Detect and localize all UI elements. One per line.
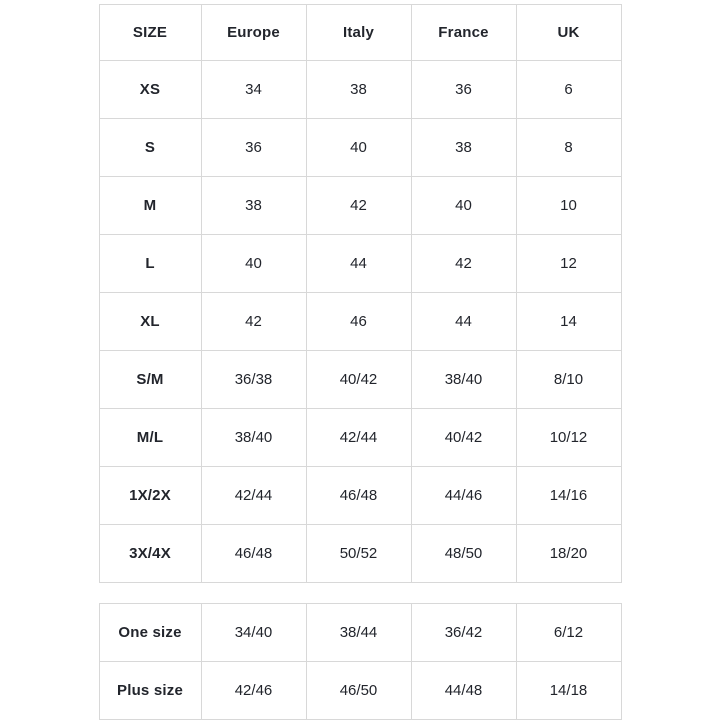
row-label: M bbox=[99, 177, 201, 235]
cell-france: 42 bbox=[411, 235, 516, 293]
row-label: XL bbox=[99, 293, 201, 351]
cell-europe: 42/44 bbox=[201, 467, 306, 525]
cell-uk: 8 bbox=[516, 119, 621, 177]
cell-france: 44 bbox=[411, 293, 516, 351]
table-row bbox=[99, 604, 621, 662]
table-header bbox=[99, 5, 621, 61]
table-row bbox=[99, 235, 621, 293]
table-body bbox=[99, 61, 621, 583]
cell-france: 36/42 bbox=[411, 604, 516, 662]
cell-france: 40 bbox=[411, 177, 516, 235]
cell-europe: 46/48 bbox=[201, 525, 306, 583]
cell-italy: 38 bbox=[306, 61, 411, 119]
cell-france: 40/42 bbox=[411, 409, 516, 467]
table-row bbox=[99, 119, 621, 177]
cell-uk: 10 bbox=[516, 177, 621, 235]
table-body bbox=[99, 604, 621, 720]
header-row bbox=[99, 5, 621, 61]
cell-europe: 38 bbox=[201, 177, 306, 235]
cell-europe: 34 bbox=[201, 61, 306, 119]
row-label: S/M bbox=[99, 351, 201, 409]
cell-europe: 38/40 bbox=[201, 409, 306, 467]
cell-italy: 40 bbox=[306, 119, 411, 177]
cell-europe: 42/46 bbox=[201, 662, 306, 720]
row-label: S bbox=[99, 119, 201, 177]
cell-europe: 34/40 bbox=[201, 604, 306, 662]
row-label: 3X/4X bbox=[99, 525, 201, 583]
cell-uk: 14 bbox=[516, 293, 621, 351]
cell-italy: 42/44 bbox=[306, 409, 411, 467]
row-label: 1X/2X bbox=[99, 467, 201, 525]
cell-italy: 44 bbox=[306, 235, 411, 293]
cell-europe: 40 bbox=[201, 235, 306, 293]
cell-italy: 38/44 bbox=[306, 604, 411, 662]
cell-uk: 6/12 bbox=[516, 604, 621, 662]
table-row bbox=[99, 177, 621, 235]
row-label: XS bbox=[99, 61, 201, 119]
table-separator bbox=[0, 583, 720, 603]
header-france: France bbox=[411, 5, 516, 61]
cell-france: 36 bbox=[411, 61, 516, 119]
cell-uk: 18/20 bbox=[516, 525, 621, 583]
cell-europe: 42 bbox=[201, 293, 306, 351]
table-row bbox=[99, 61, 621, 119]
header-europe: Europe bbox=[201, 5, 306, 61]
table-row bbox=[99, 409, 621, 467]
cell-uk: 14/18 bbox=[516, 662, 621, 720]
cell-europe: 36 bbox=[201, 119, 306, 177]
cell-uk: 6 bbox=[516, 61, 621, 119]
cell-europe: 36/38 bbox=[201, 351, 306, 409]
header-italy: Italy bbox=[306, 5, 411, 61]
table-row bbox=[99, 293, 621, 351]
cell-uk: 14/16 bbox=[516, 467, 621, 525]
special-sizes-table bbox=[99, 603, 622, 720]
cell-italy: 42 bbox=[306, 177, 411, 235]
table-row bbox=[99, 351, 621, 409]
cell-italy: 46/48 bbox=[306, 467, 411, 525]
cell-france: 44/48 bbox=[411, 662, 516, 720]
table-row bbox=[99, 662, 621, 720]
table-row bbox=[99, 525, 621, 583]
header-uk: UK bbox=[516, 5, 621, 61]
row-label: One size bbox=[99, 604, 201, 662]
row-label: L bbox=[99, 235, 201, 293]
cell-uk: 12 bbox=[516, 235, 621, 293]
cell-france: 38 bbox=[411, 119, 516, 177]
cell-italy: 50/52 bbox=[306, 525, 411, 583]
table-row bbox=[99, 467, 621, 525]
cell-uk: 8/10 bbox=[516, 351, 621, 409]
cell-france: 48/50 bbox=[411, 525, 516, 583]
size-conversion-table bbox=[99, 4, 622, 583]
cell-france: 44/46 bbox=[411, 467, 516, 525]
cell-italy: 46 bbox=[306, 293, 411, 351]
row-label: Plus size bbox=[99, 662, 201, 720]
cell-france: 38/40 bbox=[411, 351, 516, 409]
header-size: SIZE bbox=[99, 5, 201, 61]
cell-italy: 40/42 bbox=[306, 351, 411, 409]
cell-uk: 10/12 bbox=[516, 409, 621, 467]
row-label: M/L bbox=[99, 409, 201, 467]
cell-italy: 46/50 bbox=[306, 662, 411, 720]
